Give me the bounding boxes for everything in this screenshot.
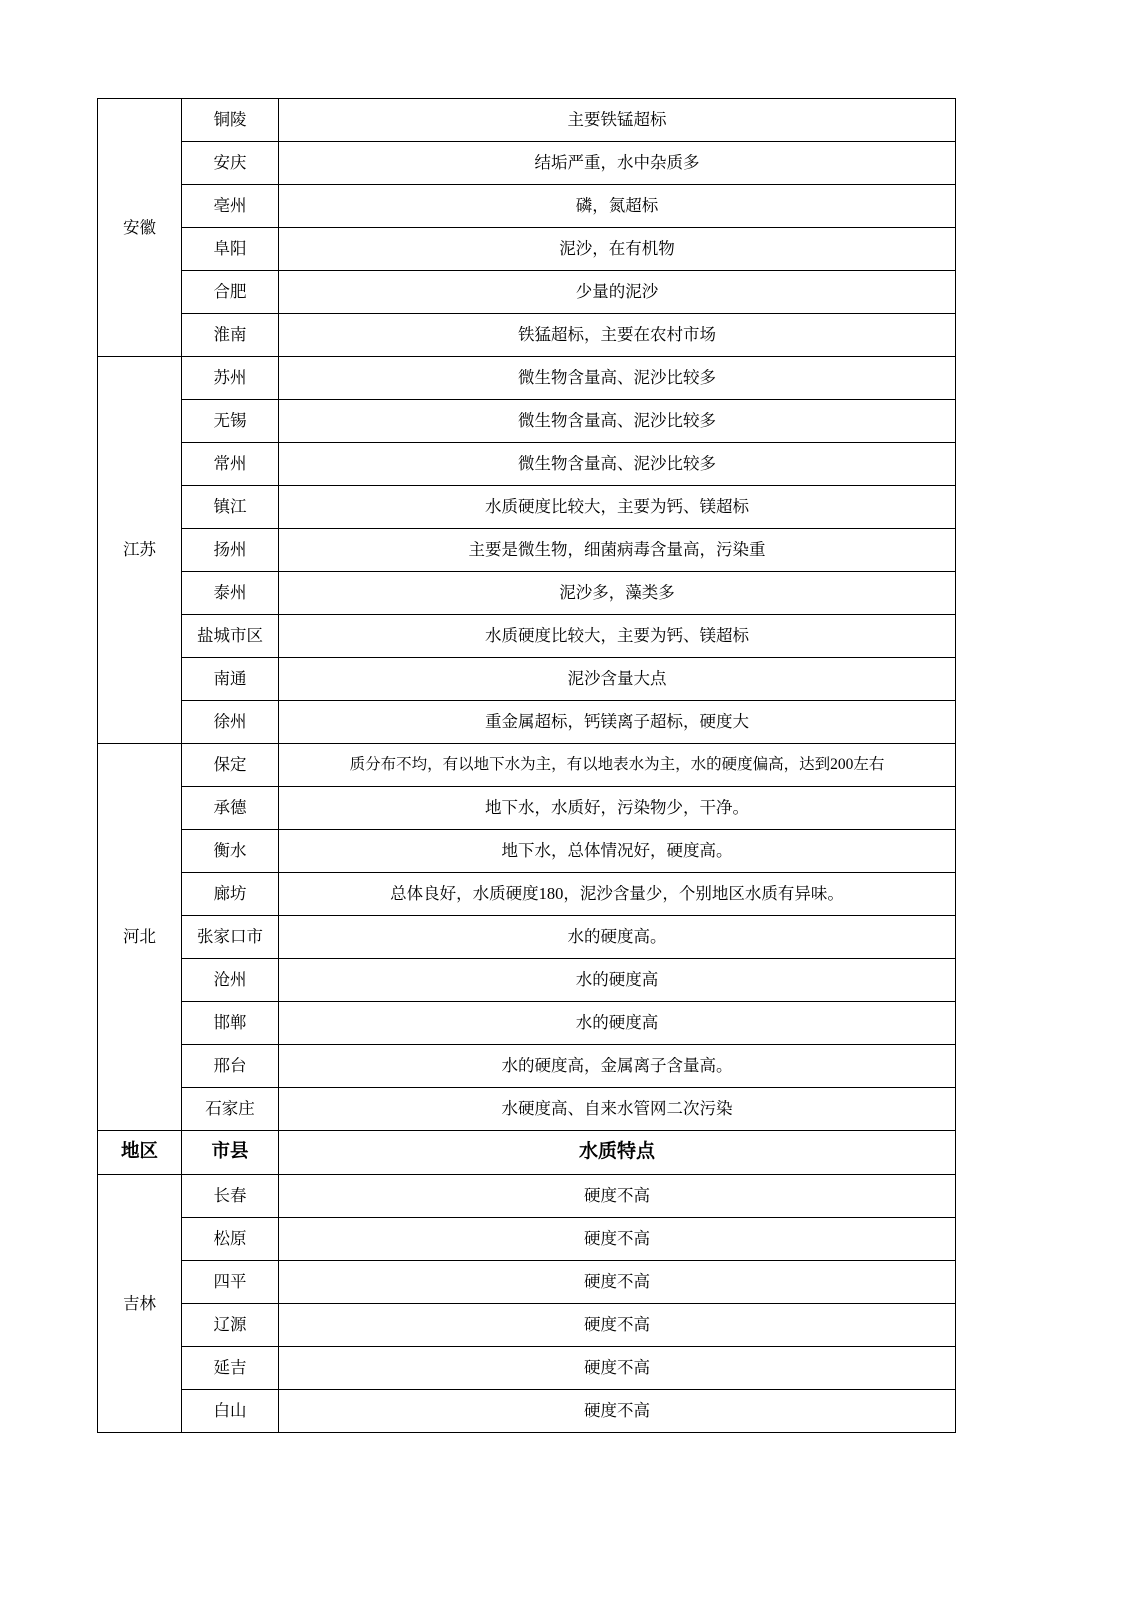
table-row <box>98 658 956 701</box>
table-row <box>98 916 956 959</box>
city-cell: 亳州 <box>182 185 279 228</box>
water-quality-table <box>97 98 956 1433</box>
table-row <box>98 1304 956 1347</box>
table-row <box>98 787 956 830</box>
desc-cell: 微生物含量高、泥沙比较多 <box>279 443 956 486</box>
city-cell: 保定 <box>182 744 279 787</box>
region-cell: 江苏 <box>98 357 182 744</box>
table-row <box>98 830 956 873</box>
desc-cell: 水硬度高、自来水管网二次污染 <box>279 1088 956 1131</box>
desc-cell: 主要铁锰超标 <box>279 99 956 142</box>
desc-cell: 硬度不高 <box>279 1218 956 1261</box>
desc-cell: 硬度不高 <box>279 1261 956 1304</box>
region-cell: 河北 <box>98 744 182 1131</box>
table-row <box>98 314 956 357</box>
city-cell: 白山 <box>182 1390 279 1433</box>
table-row <box>98 228 956 271</box>
table-row <box>98 959 956 1002</box>
table-row <box>98 615 956 658</box>
city-cell: 常州 <box>182 443 279 486</box>
city-cell: 苏州 <box>182 357 279 400</box>
city-cell: 邯郸 <box>182 1002 279 1045</box>
city-cell: 衡水 <box>182 830 279 873</box>
table-row <box>98 1218 956 1261</box>
table-row <box>98 701 956 744</box>
desc-cell: 泥沙含量大点 <box>279 658 956 701</box>
desc-cell: 重金属超标，钙镁离子超标，硬度大 <box>279 701 956 744</box>
city-cell: 合肥 <box>182 271 279 314</box>
table-row <box>98 185 956 228</box>
desc-cell: 铁猛超标，主要在农村市场 <box>279 314 956 357</box>
desc-cell: 地下水，总体情况好，硬度高。 <box>279 830 956 873</box>
city-cell: 四平 <box>182 1261 279 1304</box>
table-row <box>98 1347 956 1390</box>
table-row <box>98 443 956 486</box>
desc-cell: 水质硬度比较大，主要为钙、镁超标 <box>279 615 956 658</box>
table-header-row <box>98 1131 956 1175</box>
desc-cell: 硬度不高 <box>279 1304 956 1347</box>
column-header-city: 市县 <box>182 1131 279 1175</box>
city-cell: 淮南 <box>182 314 279 357</box>
desc-cell: 少量的泥沙 <box>279 271 956 314</box>
desc-cell: 地下水，水质好，污染物少，干净。 <box>279 787 956 830</box>
table-row <box>98 529 956 572</box>
table-row <box>98 1390 956 1433</box>
region-cell: 安徽 <box>98 99 182 357</box>
city-cell: 邢台 <box>182 1045 279 1088</box>
desc-cell: 泥沙多，藻类多 <box>279 572 956 615</box>
region-cell: 吉林 <box>98 1175 182 1433</box>
table-row <box>98 572 956 615</box>
city-cell: 扬州 <box>182 529 279 572</box>
desc-cell: 水质硬度比较大，主要为钙、镁超标 <box>279 486 956 529</box>
table-row <box>98 1175 956 1218</box>
table-row <box>98 400 956 443</box>
desc-cell: 微生物含量高、泥沙比较多 <box>279 400 956 443</box>
table-row <box>98 873 956 916</box>
desc-cell: 硬度不高 <box>279 1390 956 1433</box>
desc-cell: 泥沙，在有机物 <box>279 228 956 271</box>
city-cell: 无锡 <box>182 400 279 443</box>
city-cell: 沧州 <box>182 959 279 1002</box>
city-cell: 泰州 <box>182 572 279 615</box>
city-cell: 长春 <box>182 1175 279 1218</box>
table-row <box>98 1261 956 1304</box>
city-cell: 盐城市区 <box>182 615 279 658</box>
city-cell: 镇江 <box>182 486 279 529</box>
city-cell: 安庆 <box>182 142 279 185</box>
column-header-desc: 水质特点 <box>279 1131 956 1175</box>
table-row <box>98 142 956 185</box>
desc-cell: 水的硬度高，金属离子含量高。 <box>279 1045 956 1088</box>
table-row <box>98 357 956 400</box>
city-cell: 延吉 <box>182 1347 279 1390</box>
table-row <box>98 1088 956 1131</box>
table-row <box>98 271 956 314</box>
city-cell: 南通 <box>182 658 279 701</box>
table-row <box>98 1045 956 1088</box>
city-cell: 承德 <box>182 787 279 830</box>
city-cell: 铜陵 <box>182 99 279 142</box>
table-row <box>98 99 956 142</box>
desc-cell: 总体良好，水质硬度180，泥沙含量少，个别地区水质有异味。 <box>279 873 956 916</box>
city-cell: 松原 <box>182 1218 279 1261</box>
desc-cell: 水的硬度高 <box>279 959 956 1002</box>
city-cell: 石家庄 <box>182 1088 279 1131</box>
city-cell: 辽源 <box>182 1304 279 1347</box>
column-header-region: 地区 <box>98 1131 182 1175</box>
desc-cell: 水的硬度高。 <box>279 916 956 959</box>
desc-cell: 磷，氮超标 <box>279 185 956 228</box>
table-row <box>98 744 956 787</box>
desc-cell: 结垢严重，水中杂质多 <box>279 142 956 185</box>
desc-cell: 主要是微生物，细菌病毒含量高，污染重 <box>279 529 956 572</box>
city-cell: 廊坊 <box>182 873 279 916</box>
desc-cell: 水的硬度高 <box>279 1002 956 1045</box>
table-row <box>98 1002 956 1045</box>
city-cell: 徐州 <box>182 701 279 744</box>
city-cell: 阜阳 <box>182 228 279 271</box>
table-row <box>98 486 956 529</box>
desc-cell: 微生物含量高、泥沙比较多 <box>279 357 956 400</box>
desc-cell: 硬度不高 <box>279 1347 956 1390</box>
city-cell: 张家口市 <box>182 916 279 959</box>
water-quality-table-wrap <box>97 98 955 1433</box>
desc-cell: 质分布不均，有以地下水为主，有以地表水为主，水的硬度偏高，达到200左右 <box>279 744 956 787</box>
desc-cell: 硬度不高 <box>279 1175 956 1218</box>
